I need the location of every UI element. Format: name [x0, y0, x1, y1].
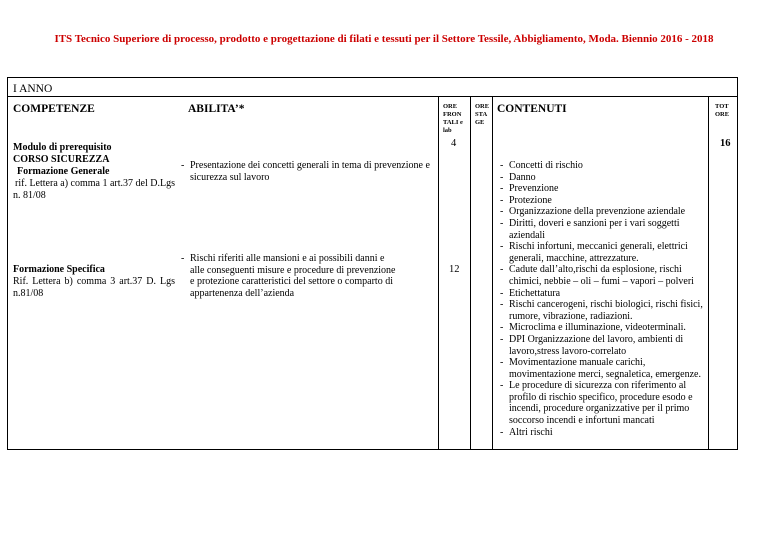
contenuti-item: - Organizzazione della prevenzione aziendale	[500, 206, 706, 218]
modulo-label: Modulo di prerequisito	[13, 142, 112, 153]
contenuti-item: - Cadute dall’alto,rischi da esplosione, rischi chimici, nebbie – oli – fumi – vapori – polveri	[500, 264, 706, 287]
corso-label: CORSO SICUREZZA	[13, 154, 110, 165]
abilita-list-specifica	[181, 253, 401, 299]
abilita-item: - Rischi riferiti alle mansioni e ai possibili danni e alle conseguenti misure e procedure di prevenzione e protezione caratteristici del settore o comparto di appartenenza dell’azienda	[181, 253, 401, 299]
table-border-right	[737, 77, 738, 450]
header-ore-frontali: ORE FRON TALI e lab	[443, 103, 463, 134]
contenuti-item: - DPI Organizzazione del lavoro, ambienti di lavoro,stress lavoro-correlato	[500, 334, 706, 357]
contenuti-item: - Prevenzione	[500, 183, 706, 195]
contenuti-item: - Danno	[500, 172, 706, 184]
header-ore-stage: ORE STA GE	[475, 103, 490, 126]
contenuti-item: - Diritti, doveri e sanzioni per i vari soggetti aziendali	[500, 218, 706, 241]
col-divider-frontali	[438, 96, 439, 450]
contenuti-item: - Rischi cancerogeni, rischi biologici, rischi fisici, rumore, vibrazione, radiazioni.	[500, 299, 706, 322]
header-abilita: ABILITA’*	[188, 103, 245, 115]
col-divider-tot	[708, 96, 709, 450]
formazione-generale-ref: rif. Lettera a) comma 1 art.37 del D.Lgs n. 81/08	[13, 178, 175, 201]
formazione-specifica-label: Formazione Specifica	[13, 264, 105, 275]
abilita-list	[181, 160, 431, 183]
contenuti-item: - Rischi infortuni, meccanici generali, elettrici generali, macchine, attrezzature.	[500, 241, 706, 264]
col-divider-contenuti	[492, 96, 493, 450]
tot-ore-value: 16	[720, 138, 731, 149]
abilita-item: - Presentazione dei concetti generali in tema di prevenzione e sicurezza sul lavoro	[181, 160, 431, 183]
ore-frontali-specifica: 12	[449, 264, 460, 275]
table-border-top	[7, 77, 738, 78]
formazione-specifica-ref: Rif. Lettera b) comma 3 art.37 D. Lgs n.81/08	[13, 276, 175, 299]
table-border-left	[7, 77, 8, 450]
header-tot-ore: TOT ORE	[715, 103, 730, 118]
contenuti-item: - Microclima e illuminazione, videoterminali.	[500, 322, 706, 334]
contenuti-list	[500, 160, 706, 438]
contenuti-item: - Movimentazione manuale carichi, movimentazione merci, segnaletica, emergenze.	[500, 357, 706, 380]
header-contenuti: CONTENUTI	[497, 103, 567, 115]
contenuti-item: - Le procedure di sicurezza con riferimento al profilo di rischio specifico, procedure esodo e incendi, procedure organizzative per il primo soccorso incendi e infortuni mancati	[500, 380, 706, 426]
contenuti-item: - Altri rischi	[500, 427, 706, 439]
contenuti-item: - Etichettatura	[500, 288, 706, 300]
section-label: I ANNO	[13, 83, 53, 95]
section-row-divider	[7, 96, 738, 97]
ore-frontali-total: 4	[451, 138, 457, 149]
contenuti-item: - Concetti di rischio	[500, 160, 706, 172]
formazione-generale-label: Formazione Generale	[17, 166, 110, 177]
col-divider-stage	[470, 96, 471, 450]
page-title: ITS Tecnico Superiore di processo, prodotto e progettazione di filati e tessuti per il Settore Tessile, Abbigliamento, Moda. Biennio 2016 - 2018	[54, 33, 714, 45]
table-border-bottom	[7, 449, 738, 450]
contenuti-item: - Protezione	[500, 195, 706, 207]
header-competenze: COMPETENZE	[13, 103, 95, 115]
